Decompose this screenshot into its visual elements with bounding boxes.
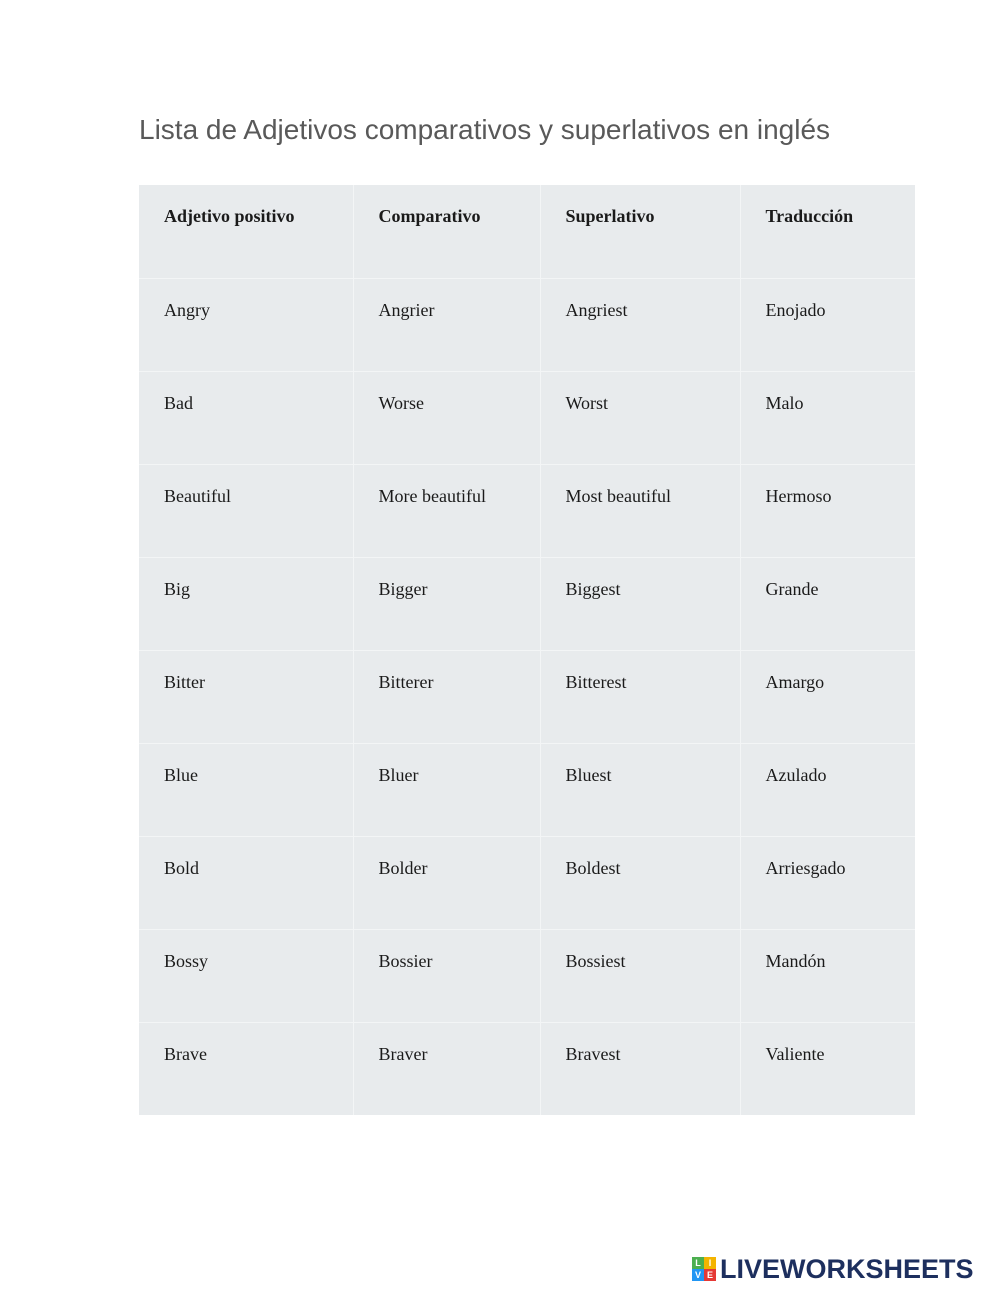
cell-positive: Blue [139,743,353,836]
cell-superlative: Angriest [540,278,740,371]
page-title: Lista de Adjetivos comparativos y superlativos en inglés [139,114,831,145]
header-adjetivo-positivo: Adjetivo positivo [164,206,295,226]
cell-superlative: Bravest [540,1022,740,1115]
cell-positive: Angry [139,278,353,371]
cell-comparative: Bluer [353,743,540,836]
logo-letter-i: I [704,1257,716,1269]
cell-comparative: Braver [353,1022,540,1115]
cell-translation: Grande [740,557,915,650]
adjectives-table [139,185,915,1115]
cell-comparative: Angrier [353,278,540,371]
cell-translation: Amargo [740,650,915,743]
cell-translation: Valiente [740,1022,915,1115]
cell-comparative: More beautiful [353,464,540,557]
table-row [139,464,915,557]
cell-superlative: Bluest [540,743,740,836]
cell-comparative: Bigger [353,557,540,650]
cell-positive: Bitter [139,650,353,743]
cell-translation: Malo [740,371,915,464]
cell-comparative: Bossier [353,929,540,1022]
table-row [139,743,915,836]
cell-superlative: Most beautiful [540,464,740,557]
cell-superlative: Bitterest [540,650,740,743]
header-superlativo: Superlativo [540,185,740,278]
cell-positive: Bold [139,836,353,929]
cell-positive: Beautiful [139,464,353,557]
table-row [139,278,915,371]
table-row [139,371,915,464]
cell-superlative: Bossiest [540,929,740,1022]
cell-translation: Mandón [740,929,915,1022]
liveworksheets-logo-text: LIVEWORKSHEETS [720,1254,974,1284]
cell-translation: Azulado [740,743,915,836]
cell-comparative: Bitterer [353,650,540,743]
logo-letter-l: L [692,1257,704,1269]
liveworksheets-logo-icon [692,1257,716,1281]
header-comparativo: Comparativo [353,185,540,278]
cell-positive: Brave [139,1022,353,1115]
logo-letter-v: V [692,1269,704,1281]
table-row [139,557,915,650]
cell-superlative: Boldest [540,836,740,929]
table-header-row [139,185,915,278]
header-traduccion: Traducción [740,185,915,278]
cell-superlative: Biggest [540,557,740,650]
cell-positive: Bossy [139,929,353,1022]
cell-translation: Enojado [740,278,915,371]
table-row [139,1022,915,1115]
cell-comparative: Worse [353,371,540,464]
cell-superlative: Worst [540,371,740,464]
cell-translation: Hermoso [740,464,915,557]
cell-comparative: Bolder [353,836,540,929]
table-row [139,650,915,743]
logo-letter-e: E [704,1269,716,1281]
table-row [139,929,915,1022]
cell-positive: Bad [139,371,353,464]
cell-positive: Big [139,557,353,650]
cell-translation: Arriesgado [740,836,915,929]
liveworksheets-logo[interactable] [692,1254,974,1284]
table-row [139,836,915,929]
